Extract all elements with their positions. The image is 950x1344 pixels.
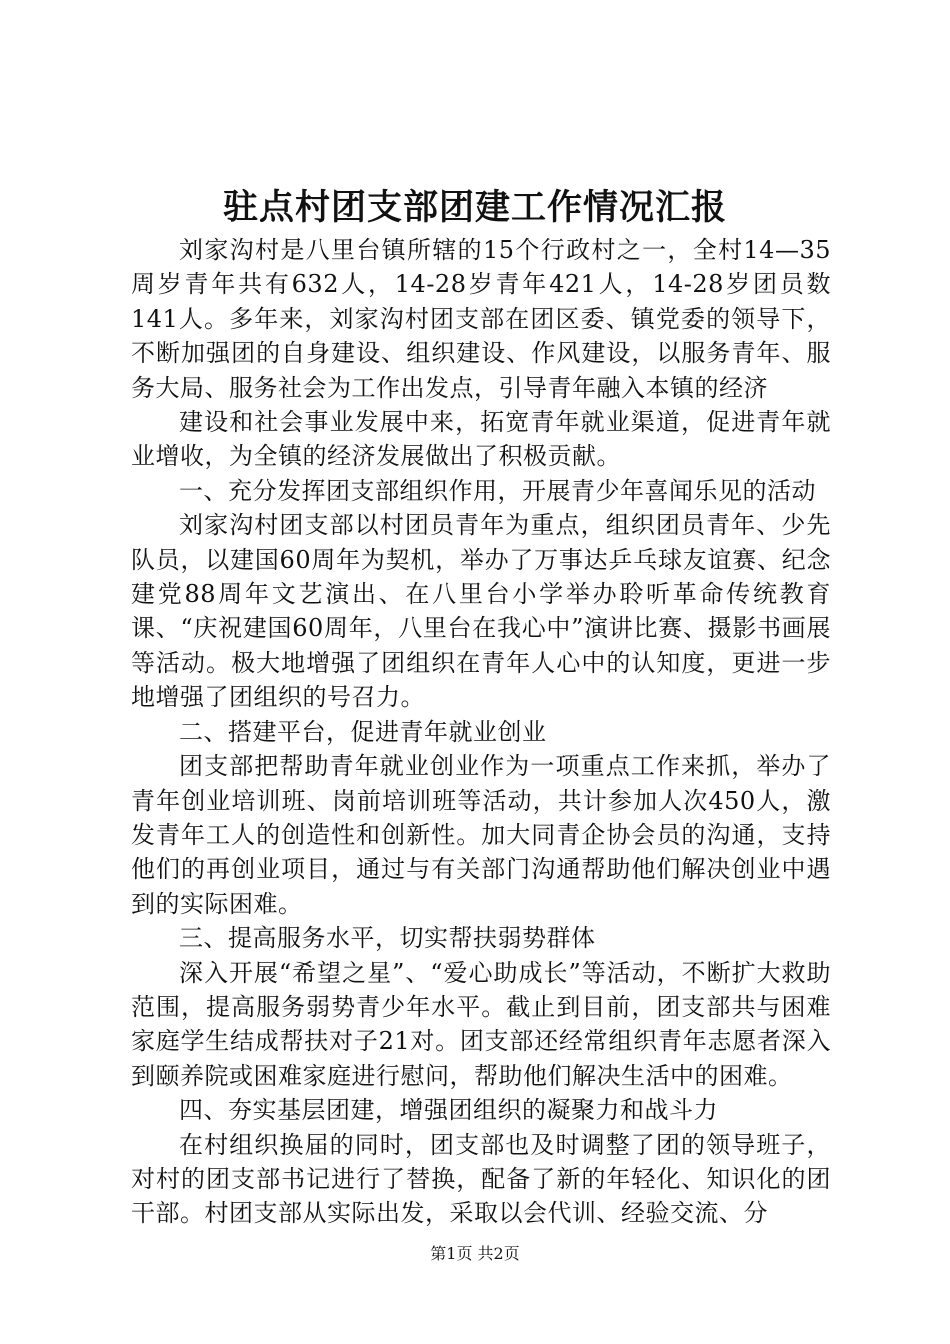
document-body [131, 233, 831, 1231]
section-heading: 四、夯实基层团建，增强团组织的凝聚力和战斗力 [179, 1096, 718, 1125]
page-footer: 第1页 共2页 [430, 1244, 520, 1263]
paragraph: 刘家沟村是八里台镇所辖的15个行政村之一，全村14—35周岁青年共有632人，14-28岁青年421人，14-28岁团员数141人。多年来，刘家沟村团支部在团区委、镇党委的领导下，不断加强团的自身建设、组织建设、作风建设，以服务青年、服务大局、服务社会为工作出发点，引导青年融入本镇的经济 [131, 236, 831, 402]
paragraph: 刘家沟村团支部以村团员青年为重点，组织团员青年、少先队员，以建国60周年为契机，举办了万事达乒乓球友谊赛、纪念建党88周年文艺演出、在八里台小学举办聆听革命传统教育课、“庆祝建国60周年，八里台在我心中”演讲比赛、摄影书画展等活动。极大地增强了团组织在青年人心中的认知度，更进一步地增强了团组织的号召力。 [131, 511, 831, 712]
paragraph: 建设和社会事业发展中来，拓宽青年就业渠道，促进青年就业增收，为全镇的经济发展做出了积极贡献。 [131, 408, 831, 471]
paragraph: 团支部把帮助青年就业创业作为一项重点工作来抓，举办了青年创业培训班、岗前培训班等活动，共计参加人次450人，激发青年工人的创造性和创新性。加大同青企协会员的沟通，支持他们的再创业项目，通过与有关部门沟通帮助他们解决创业中遇到的实际困难。 [131, 752, 831, 918]
document-title: 驻点村团支部团建工作情况汇报 [222, 187, 727, 228]
section-heading: 二、搭建平台，促进青年就业创业 [179, 717, 547, 746]
paragraph: 在村组织换届的同时，团支部也及时调整了团的领导班子，对村的团支部书记进行了替换，配备了新的年轻化、知识化的团干部。村团支部从实际出发，采取以会代训、经验交流、分 [131, 1130, 831, 1228]
paragraph: 深入开展“希望之星”、“爱心助成长”等活动，不断扩大救助范围，提高服务弱势青少年水平。截止到目前，团支部共与困难家庭学生结成帮扶对子21对。团支部还经常组织青年志愿者深入到颐养院或困难家庭进行慰问，帮助他们解决生活中的困难。 [131, 958, 831, 1090]
section-heading: 一、充分发挥团支部组织作用，开展青少年喜闻乐见的活动 [179, 476, 816, 505]
section-heading: 三、提高服务水平，切实帮扶弱势群体 [179, 924, 596, 953]
